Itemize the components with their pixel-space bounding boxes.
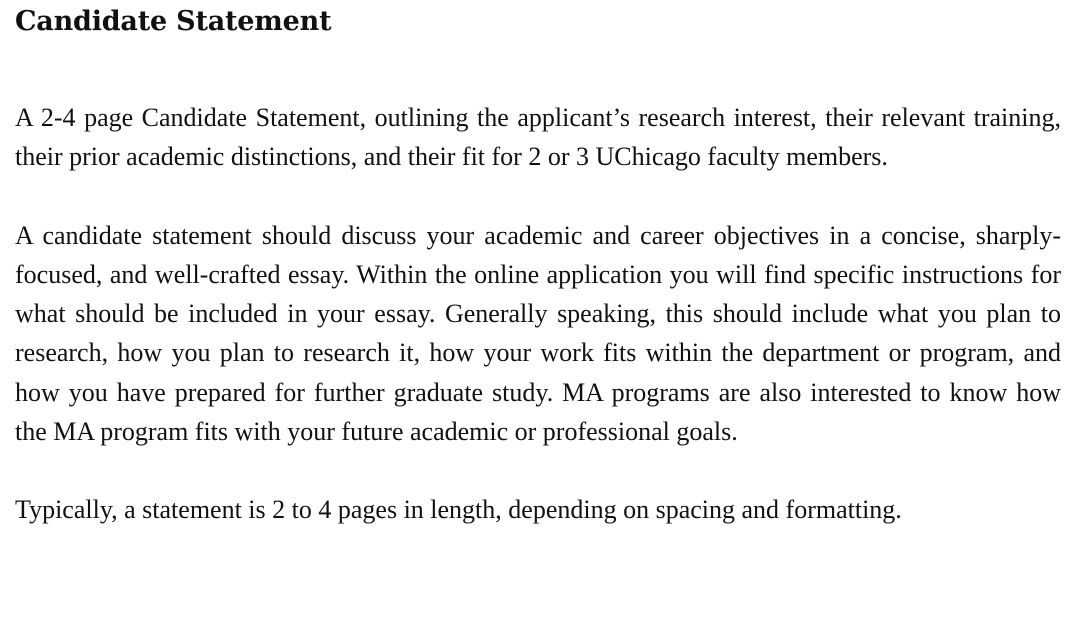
page-title: Candidate Statement [15, 6, 332, 37]
paragraph-guidance: A candidate statement should discuss your academic and career objectives in a concise, sharply-focused, and well-crafted essay. Within the online application you will find specific instructions for what should be included in your essay. Generally speaking, this should include what you plan to research, how you plan to research it, how your work fits within the department or program, and how you have prepared for further graduate study. MA programs are also interested to know how the MA program fits with your future academic or professional goals. [15, 220, 1061, 447]
document-page [15, 0, 1061, 530]
paragraph-length: Typically, a statement is 2 to 4 pages in length, depending on spacing and formatting. [15, 495, 902, 525]
paragraph-overview: A 2-4 page Candidate Statement, outlining the applicant’s research interest, their relevant training, their prior academic distinctions, and their fit for 2 or 3 UChicago faculty members. [15, 103, 1061, 172]
